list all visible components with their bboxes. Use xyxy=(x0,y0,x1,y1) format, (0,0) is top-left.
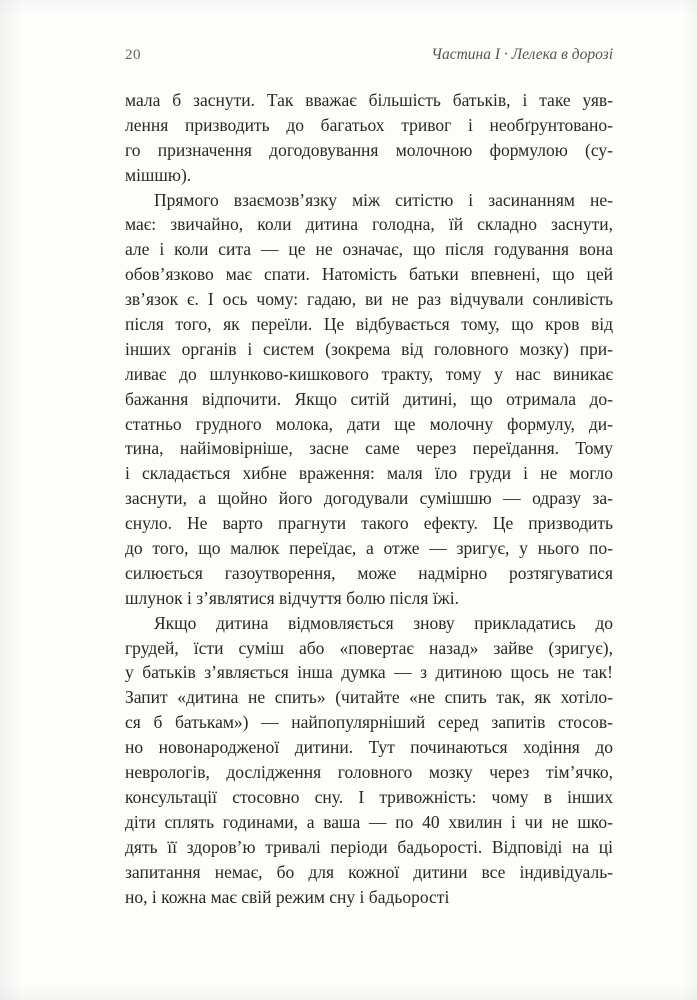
text-line: після того, як переїли. Це відбувається тому, що кров від xyxy=(125,314,613,335)
text-line: у батьків з’являється інша думка — з дитиною щось не так! xyxy=(125,662,613,683)
text-line: снуло. Не варто прагнути такого ефекту. Це призводить xyxy=(125,513,613,534)
text-line: но новонародженої дитини. Тут починаються ходіння до xyxy=(125,737,613,758)
text-line: го призначення догодовування молочною формулою (су- xyxy=(125,139,613,160)
text-line: заснути, а щойно його догодували сумішшю — одразу за- xyxy=(125,488,613,509)
text-line: ливає до шлунково-кишкового тракту, тому у нас виникає xyxy=(125,363,613,384)
text-line: інших органів і систем (зокрема від головного мозку) при- xyxy=(125,338,613,359)
text-line: лення призводить до багатьох тривог і необґрунтовано- xyxy=(125,114,613,135)
page-number: 20 xyxy=(125,47,141,63)
text-line: Прямого взаємозв’язку між ситістю і засинанням не- xyxy=(154,189,613,210)
text-line: але і коли сита — це не означає, що після годування вона xyxy=(125,239,613,260)
text-line: неврологів, дослідження головного мозку через тім’ячко, xyxy=(125,762,613,783)
running-head xyxy=(125,46,613,64)
text-line: до того, що малюк переїдає, а отже — зригує, у нього по- xyxy=(125,538,613,559)
text-line: мала б заснути. Так вважає більшість батьків, і таке уяв- xyxy=(125,90,613,110)
text-line: обов’язково має спати. Натомість батьки впевнені, що цей xyxy=(125,264,613,285)
text-line: має: звичайно, коли дитина голодна, їй складно заснути, xyxy=(125,214,613,235)
text-line: діти сплять годинами, а ваша — по 40 хвилин і чи не шко- xyxy=(125,811,613,832)
text-line: і складається хибне враження: маля їло груди і не могло xyxy=(125,463,613,484)
text-line: консультації стосовно сну. І тривожність: чому в інших xyxy=(125,786,613,807)
text-line: но, і кожна має свій режим сну і бадьорості xyxy=(125,886,450,907)
text-line: шлунок і з’являтися відчуття болю після їжі. xyxy=(125,587,460,608)
text-line: грудей, їсти суміш або «повертає назад» зайве (зригує), xyxy=(125,637,613,658)
text-line: ся б батькам») — найпопулярніший серед запитів стосов- xyxy=(125,712,613,733)
text-line: Запит «дитина не спить» (читайте «не спить так, як хотіло- xyxy=(125,687,613,708)
text-line: статньо грудного молока, дати ще молочну формулу, ди- xyxy=(125,413,613,434)
text-line: мішшю). xyxy=(125,164,192,185)
text-line: тина, найімовірніше, засне саме через переїдання. Тому xyxy=(125,438,613,459)
text-line: запитання немає, бо для кожної дитини все індивідуаль- xyxy=(125,861,613,882)
text-line: силюється газоутворення, може надмірно розтягуватися xyxy=(125,562,613,583)
text-line: бажання відпочити. Якщо ситій дитині, що отримала до- xyxy=(125,388,613,409)
text-line: зв’язок є. І ось чому: гадаю, ви не раз відчували сонливість xyxy=(125,289,613,310)
text-line: Якщо дитина відмовляється знову прикладатись до xyxy=(154,612,613,633)
page-text xyxy=(125,88,613,909)
running-header-title: Частина I · Лелека в дорозі xyxy=(431,46,613,63)
text-line: дять її здоров’ю тривалі періоди бадьорості. Відповіді на ці xyxy=(125,836,613,857)
